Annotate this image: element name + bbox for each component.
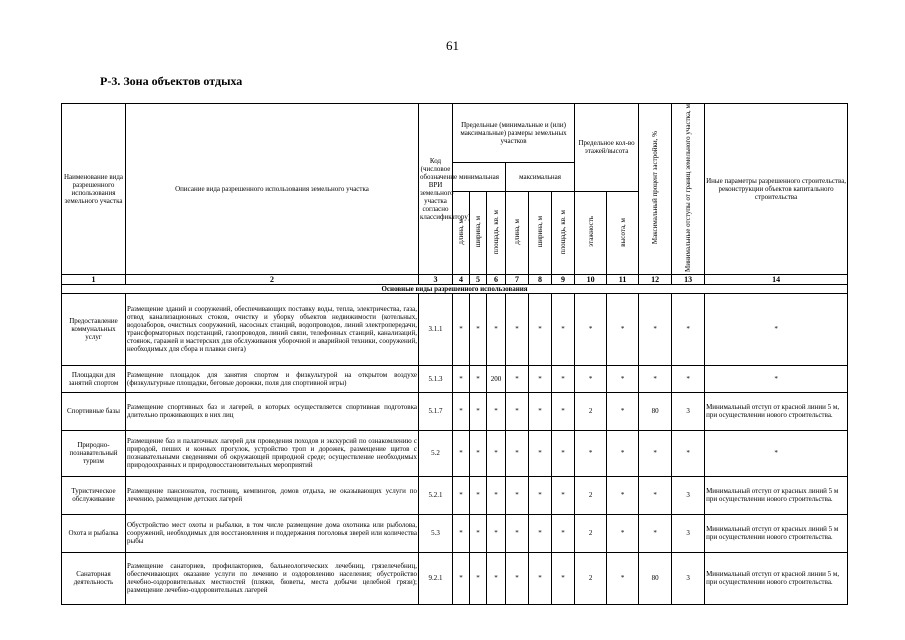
table-body xyxy=(62,293,848,604)
value-cell: * xyxy=(607,476,639,514)
value-cell: * xyxy=(453,365,470,392)
header-build-pct: Максимальный процент застройки, % xyxy=(639,104,672,275)
value-cell: * xyxy=(453,430,470,476)
value-cell: * xyxy=(470,476,487,514)
page-number: 61 xyxy=(446,38,459,53)
column-number: 1 xyxy=(62,274,126,284)
table-row xyxy=(62,365,848,392)
value-cell: * xyxy=(470,365,487,392)
value-cell: 2 xyxy=(575,392,607,430)
header-min-width: ширина, м xyxy=(470,191,487,274)
header-height: высота, м xyxy=(607,191,639,274)
header-max: максимальная xyxy=(506,162,575,191)
value-cell: * xyxy=(672,293,705,365)
value-cell: * xyxy=(607,514,639,552)
use-name-cell: Спортивные базы xyxy=(62,392,126,430)
use-code-cell: 5.1.3 xyxy=(419,365,453,392)
value-cell: * xyxy=(552,293,575,365)
value-cell: * xyxy=(639,514,672,552)
header-floors-group: Предельное кол-во этажей/высота xyxy=(575,104,639,192)
value-cell: * xyxy=(607,552,639,604)
header-min-area: площадь, кв. м xyxy=(487,191,506,274)
use-name-cell: Площадки для занятий спортом xyxy=(62,365,126,392)
value-cell: 3 xyxy=(672,476,705,514)
other-params-cell: Минимальный отступ от красных линий 5 м при осуществлении нового строительства. xyxy=(705,514,848,552)
header-code: Код (числовое обозначение ВРИ земельного участка согласно классификатору) xyxy=(419,104,453,275)
value-cell: * xyxy=(487,293,506,365)
use-description-cell: Размещение площадок для занятия спортом и физкультурой на открытом воздухе (физкультурные площадки, беговые дорожки, поля для спортивной игры) xyxy=(126,365,419,392)
use-code-cell: 9.2.1 xyxy=(419,552,453,604)
value-cell: * xyxy=(529,476,552,514)
value-cell: * xyxy=(470,293,487,365)
header-max-length: длина, м xyxy=(506,191,529,274)
other-params-cell: Минимальный отступ от красной линии 5 м, при осуществлении нового строительства. xyxy=(705,552,848,604)
value-cell: * xyxy=(470,514,487,552)
value-cell: * xyxy=(607,392,639,430)
column-number: 5 xyxy=(470,274,487,284)
value-cell: * xyxy=(453,552,470,604)
use-description-cell: Размещение зданий и сооружений, обеспечивающих поставку воды, тепла, электричества, газа, отвод канализационных стоков, очистку и уборку объектов недвижимости (котельных, водозаборов, очистных сооружений, насосных станций, водопроводов, линий электропередачи, трансформаторных подстанций, газопроводов, линий связи, телефонных станций, канализаций, стоянок, гаражей и мастерских для обслуживания уборочной и аварийной техники, сооружений, необходимых для сбора и плавки снега) xyxy=(126,293,419,365)
header-storeys: этажность xyxy=(575,191,607,274)
use-code-cell: 5.1.7 xyxy=(419,392,453,430)
value-cell: * xyxy=(487,552,506,604)
value-cell: * xyxy=(453,392,470,430)
table-row xyxy=(62,552,848,604)
value-cell: * xyxy=(529,514,552,552)
other-params-cell: Минимальный отступ от красных линий 5 м при осуществлении нового строительства. xyxy=(705,476,848,514)
value-cell: * xyxy=(607,293,639,365)
column-number: 12 xyxy=(639,274,672,284)
zone-table xyxy=(61,103,848,605)
value-cell: * xyxy=(487,392,506,430)
value-cell: 2 xyxy=(575,514,607,552)
value-cell: * xyxy=(470,552,487,604)
use-name-cell: Туристическое обслуживание xyxy=(62,476,126,514)
use-code-cell: 5.3 xyxy=(419,514,453,552)
value-cell: * xyxy=(529,293,552,365)
other-params-cell: Минимальный отступ от красной линии 5 м, при осуществлении нового строительства. xyxy=(705,392,848,430)
table-row xyxy=(62,430,848,476)
column-number: 13 xyxy=(672,274,705,284)
value-cell: 2 xyxy=(575,476,607,514)
other-params-cell: * xyxy=(705,293,848,365)
value-cell: * xyxy=(506,514,529,552)
value-cell: * xyxy=(607,430,639,476)
value-cell: 80 xyxy=(639,392,672,430)
value-cell: * xyxy=(552,365,575,392)
column-number: 9 xyxy=(552,274,575,284)
table-row xyxy=(62,392,848,430)
value-cell: * xyxy=(552,552,575,604)
value-cell: * xyxy=(506,293,529,365)
value-cell: * xyxy=(575,430,607,476)
column-number: 4 xyxy=(453,274,470,284)
value-cell: * xyxy=(506,476,529,514)
value-cell: 2 xyxy=(575,552,607,604)
header-max-area: площадь, кв. м xyxy=(552,191,575,274)
header-min-length: длина, м xyxy=(453,191,470,274)
value-cell: * xyxy=(552,392,575,430)
use-code-cell: 3.1.1 xyxy=(419,293,453,365)
column-number: 8 xyxy=(529,274,552,284)
value-cell: * xyxy=(529,430,552,476)
other-params-cell: * xyxy=(705,365,848,392)
column-number: 7 xyxy=(506,274,529,284)
use-code-cell: 5.2.1 xyxy=(419,476,453,514)
section-title: Основные виды разрешенного использования xyxy=(62,284,848,293)
value-cell: * xyxy=(470,430,487,476)
value-cell: 3 xyxy=(672,514,705,552)
value-cell: * xyxy=(552,514,575,552)
table-row xyxy=(62,514,848,552)
value-cell: * xyxy=(607,365,639,392)
value-cell: * xyxy=(453,476,470,514)
use-name-cell: Предоставление коммунальных услуг xyxy=(62,293,126,365)
use-description-cell: Размещение баз и палаточных лагерей для проведения походов и экскурсий по ознакомлению с природой, пеших и конных прогулок, устройство троп и дорожек, размещение щитов с познавательными сведениями об окружающей природной среде; осуществление необходимых природоохранных и природовосстановительных мероприятий xyxy=(126,430,419,476)
value-cell: * xyxy=(506,430,529,476)
value-cell: * xyxy=(453,293,470,365)
value-cell: * xyxy=(506,392,529,430)
value-cell: * xyxy=(639,430,672,476)
header-max-width: ширина, м xyxy=(529,191,552,274)
column-number: 6 xyxy=(487,274,506,284)
value-cell: 80 xyxy=(639,552,672,604)
value-cell: * xyxy=(506,365,529,392)
value-cell: * xyxy=(552,430,575,476)
column-number: 14 xyxy=(705,274,848,284)
value-cell: * xyxy=(672,365,705,392)
header-description: Описание вида разрешенного использования земельного участка xyxy=(126,104,419,275)
column-number: 2 xyxy=(126,274,419,284)
table-row xyxy=(62,293,848,365)
use-name-cell: Санаторная деятельность xyxy=(62,552,126,604)
value-cell: * xyxy=(529,552,552,604)
use-description-cell: Размещение спортивных баз и лагерей, в которых осуществляется спортивная подготовка длительно проживающих в них лиц xyxy=(126,392,419,430)
use-code-cell: 5.2 xyxy=(419,430,453,476)
value-cell: * xyxy=(575,365,607,392)
header-other: Иные параметры разрешенного строительства, реконструкции объектов капитального строительства xyxy=(705,104,848,275)
use-description-cell: Размещение пансионатов, гостиниц, кемпингов, домов отдыха, не оказывающих услуги по лечению, размещение детских лагерей xyxy=(126,476,419,514)
value-cell: * xyxy=(529,392,552,430)
value-cell: 3 xyxy=(672,392,705,430)
value-cell: * xyxy=(552,476,575,514)
page-title: Р-3. Зона объектов отдыха xyxy=(100,74,243,88)
value-cell: * xyxy=(639,293,672,365)
other-params-cell: * xyxy=(705,430,848,476)
value-cell: 3 xyxy=(672,552,705,604)
value-cell: * xyxy=(470,392,487,430)
use-description-cell: Размещение санаториев, профилакториев, бальнеологических лечебниц, грязелечебниц, обеспечивающих оказание услуги по лечению и оздоровлению населения; обустройство лечебно-оздоровительных местностей (пляжи, бюветы, места добычи целебной грязи); размещение лечебно-оздоровительных лагерей xyxy=(126,552,419,604)
header-limits: Предельные (минимальные и (или) максимальные) размеры земельных участков xyxy=(453,104,575,163)
column-number: 11 xyxy=(607,274,639,284)
value-cell: * xyxy=(487,430,506,476)
value-cell: 200 xyxy=(487,365,506,392)
value-cell: * xyxy=(487,514,506,552)
value-cell: * xyxy=(453,514,470,552)
header-name: Наименование вида разрешенного использования земельного участка xyxy=(62,104,126,275)
value-cell: * xyxy=(487,476,506,514)
column-number: 3 xyxy=(419,274,453,284)
use-name-cell: Природно-познавательный туризм xyxy=(62,430,126,476)
value-cell: * xyxy=(672,430,705,476)
column-number: 10 xyxy=(575,274,607,284)
value-cell: * xyxy=(639,365,672,392)
header-min: минимальная xyxy=(453,162,506,191)
value-cell: * xyxy=(529,365,552,392)
use-description-cell: Обустройство мест охоты и рыбалки, в том числе размещение дома охотника или рыболова, сооружений, необходимых для восстановления и поддержания поголовья зверей или количества рыбы xyxy=(126,514,419,552)
column-number-row xyxy=(62,274,848,284)
header-setback: Минимальные отступы от границ земельного участка, м xyxy=(672,104,705,275)
table-row xyxy=(62,476,848,514)
value-cell: * xyxy=(575,293,607,365)
use-name-cell: Охота и рыбалка xyxy=(62,514,126,552)
value-cell: * xyxy=(639,476,672,514)
value-cell: * xyxy=(506,552,529,604)
